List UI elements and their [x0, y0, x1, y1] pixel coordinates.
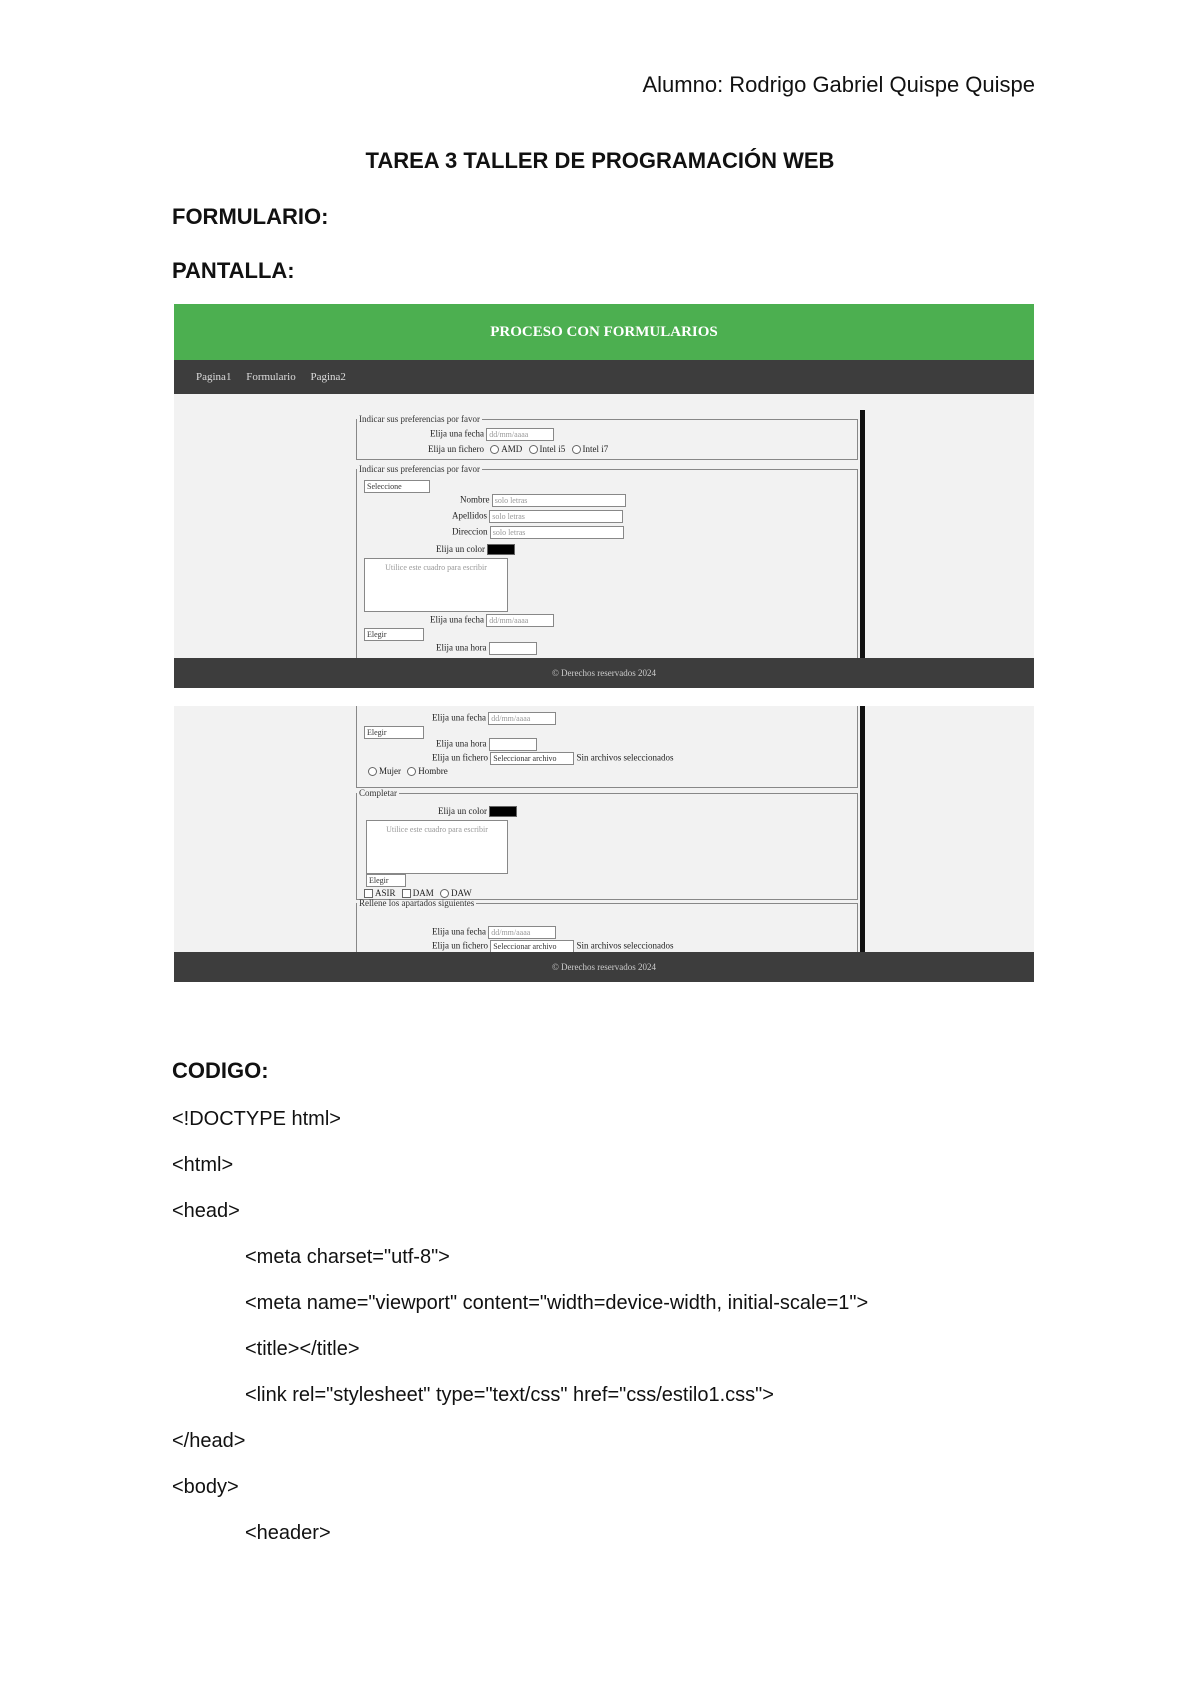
file-button: Seleccionar archivo	[490, 940, 574, 953]
radio-icon	[407, 767, 416, 776]
document-title: TAREA 3 TALLER DE PROGRAMACIÓN WEB	[365, 148, 835, 173]
row-nombre	[460, 494, 626, 507]
textarea: Utilice este cuadro para escribir	[364, 558, 508, 612]
check-label: DAW	[451, 888, 472, 898]
radio-label: Intel i5	[539, 444, 566, 454]
radio-label: AMD	[501, 444, 523, 454]
radio-icon	[572, 445, 581, 454]
label: Elija un fichero	[428, 444, 484, 454]
row-fichero-file	[432, 752, 673, 765]
row-checks	[360, 888, 472, 898]
radio-icon	[490, 445, 499, 454]
label: Elija un fichero	[432, 940, 488, 951]
label: Elija una hora	[436, 738, 487, 749]
nombre-input: solo letras	[492, 494, 626, 507]
row-fecha-2	[430, 614, 554, 627]
row-fecha-3	[432, 712, 556, 725]
screenshot-top	[174, 304, 1034, 688]
label: Elija una fecha	[430, 428, 484, 439]
row-color	[436, 544, 515, 555]
date-input: dd/mm/aaaa	[488, 926, 556, 939]
select-colores: Seleccione	[364, 480, 430, 493]
code-line: <head>	[172, 1200, 240, 1222]
form-shadow	[860, 706, 865, 952]
color-swatch	[487, 544, 515, 555]
label: Elija un color	[436, 544, 485, 554]
label: Elija un fichero	[432, 752, 488, 763]
label: Direccion	[452, 526, 488, 537]
select-elegir: Elegir	[366, 874, 406, 887]
legend: Indicar sus preferencias por favor	[359, 414, 480, 424]
date-input: dd/mm/aaaa	[486, 428, 554, 441]
file-status: Sin archivos seleccionados	[576, 752, 674, 763]
nav-item: Pagina1	[196, 371, 232, 383]
legend: Rellene los apartados siguientes	[359, 898, 475, 908]
nav-item: Formulario	[246, 371, 296, 383]
time-input	[489, 642, 537, 655]
time-input	[489, 738, 537, 751]
form-shadow	[860, 410, 865, 662]
row-fecha-4	[432, 926, 556, 939]
code-line: <!DOCTYPE html>	[172, 1108, 341, 1130]
heading-codigo: CODIGO:	[172, 1058, 269, 1083]
file-button: Seleccionar archivo	[490, 752, 574, 765]
code-line: <link rel="stylesheet" type="text/css" href="css/estilo1.css">	[245, 1384, 774, 1406]
row-hora-2	[436, 738, 537, 751]
select-elegir: Elegir	[364, 726, 424, 739]
row-hora	[436, 642, 537, 655]
date-input: dd/mm/aaaa	[488, 712, 556, 725]
radio-icon	[368, 767, 377, 776]
code-line: <header>	[245, 1522, 331, 1544]
apellidos-input: solo letras	[489, 510, 623, 523]
radio-icon	[529, 445, 538, 454]
check-label: ASIR	[375, 888, 396, 898]
heading-formulario: FORMULARIO:	[172, 204, 329, 229]
label: Elija una fecha	[432, 712, 486, 723]
radio-label: Hombre	[418, 766, 448, 776]
heading-pantalla: PANTALLA:	[172, 258, 295, 283]
code-line: <meta charset="utf-8">	[245, 1246, 450, 1268]
label: Elija una fecha	[432, 926, 486, 937]
label: Elija una fecha	[430, 614, 484, 625]
row-direccion	[452, 526, 624, 539]
check-label: DAM	[412, 888, 434, 898]
select-elegir: Elegir	[364, 628, 424, 641]
row-color-2	[438, 806, 517, 817]
label: Apellidos	[452, 510, 487, 521]
screenshot-header: PROCESO CON FORMULARIOS	[174, 304, 1034, 360]
file-status: Sin archivos seleccionados	[576, 940, 674, 951]
code-line: </head>	[172, 1430, 246, 1452]
direccion-input: solo letras	[490, 526, 624, 539]
row-apellidos	[452, 510, 623, 523]
textarea: Utilice este cuadro para escribir	[366, 820, 508, 874]
nav-item: Pagina2	[310, 371, 346, 383]
radio-label: Intel i7	[582, 444, 609, 454]
row-fichero-radios	[428, 444, 608, 454]
code-line: <body>	[172, 1476, 239, 1498]
date-input: dd/mm/aaaa	[486, 614, 554, 627]
screenshot-bottom	[174, 706, 1034, 982]
screenshot-nav	[174, 360, 1034, 394]
code-line: <title></title>	[245, 1338, 360, 1360]
row-fecha	[430, 428, 554, 441]
legend: Indicar sus preferencias por favor	[359, 464, 480, 474]
radio-label: Mujer	[379, 766, 401, 776]
screenshot-footer: © Derechos reservados 2024	[174, 658, 1034, 688]
label: Elija un color	[438, 806, 487, 816]
label: Nombre	[460, 494, 490, 505]
row-genero	[364, 766, 448, 776]
label: Elija una hora	[436, 642, 487, 653]
legend: Completar	[359, 788, 397, 798]
code-line: <meta name="viewport" content="width=device-width, initial-scale=1">	[245, 1292, 869, 1314]
color-swatch	[489, 806, 517, 817]
screenshot-footer: © Derechos reservados 2024	[174, 952, 1034, 982]
code-line: <html>	[172, 1154, 234, 1176]
author-name: Alumno: Rodrigo Gabriel Quispe Quispe	[642, 72, 1035, 97]
